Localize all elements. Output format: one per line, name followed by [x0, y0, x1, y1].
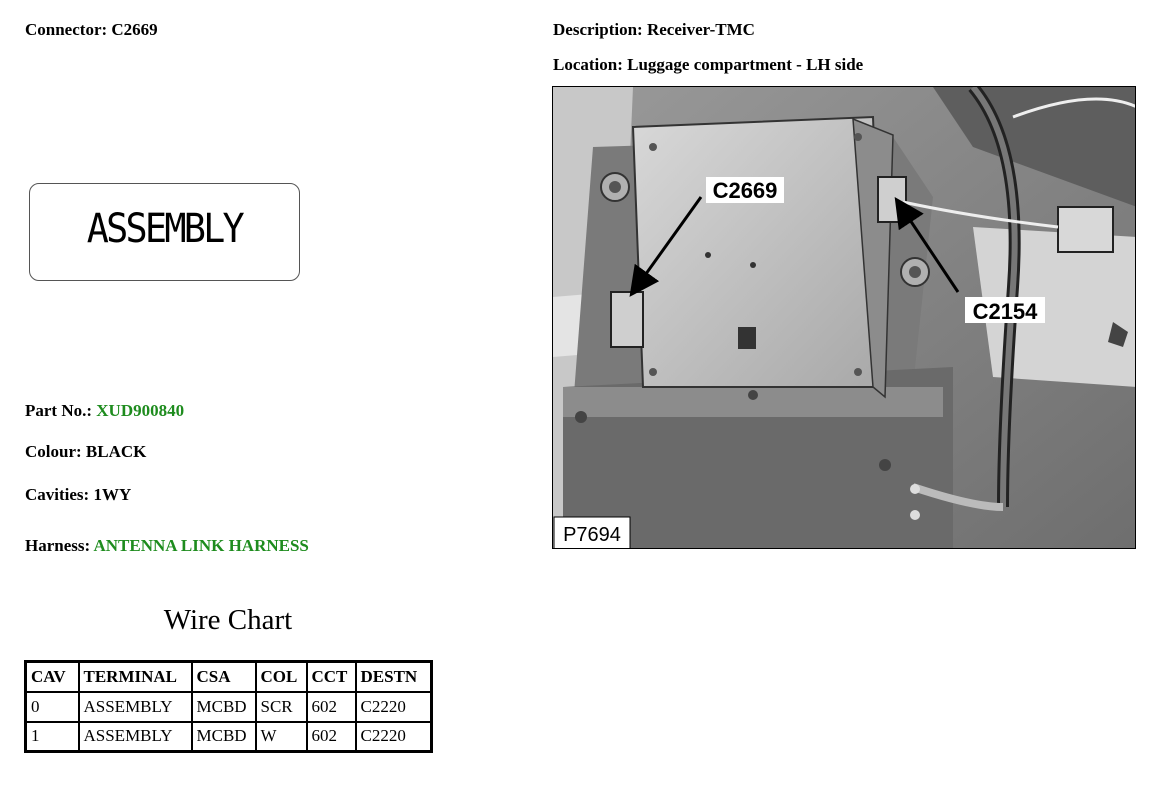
part-number-label: Part No.: [25, 401, 93, 420]
colour-label: Colour: [25, 442, 82, 461]
cavities-label: Cavities: [25, 485, 90, 504]
cell-terminal: ASSEMBLY [79, 692, 192, 722]
cell-col: SCR [256, 692, 307, 722]
cavities-field [25, 485, 131, 505]
harness-link[interactable]: ANTENNA LINK HARNESS [93, 536, 309, 555]
connector-field [25, 20, 158, 40]
cell-cct: 602 [307, 722, 356, 752]
wire-chart-table [24, 660, 433, 753]
cell-cav: 1 [26, 722, 79, 752]
connector-label: Connector: [25, 20, 108, 39]
cell-destn: C2220 [356, 722, 432, 752]
header-csa: CSA [192, 662, 256, 692]
header-terminal: TERMINAL [79, 662, 192, 692]
header-destn: DESTN [356, 662, 432, 692]
description-field [553, 20, 755, 40]
description-value: Receiver-TMC [646, 20, 755, 39]
cell-cav: 0 [26, 692, 79, 722]
harness-field [25, 536, 309, 556]
location-illustration [553, 87, 1136, 549]
figure-id-label: P7694 [563, 524, 621, 546]
location-photo [552, 86, 1136, 549]
header-col: COL [256, 662, 307, 692]
cell-destn: C2220 [356, 692, 432, 722]
cell-terminal: ASSEMBLY [79, 722, 192, 752]
connector-value: C2669 [111, 20, 158, 39]
harness-label: Harness: [25, 536, 91, 555]
colour-field [25, 442, 146, 462]
callout-c2154: C2154 [972, 299, 1038, 324]
assembly-placeholder-box [29, 183, 300, 281]
header-cav: CAV [26, 662, 79, 692]
part-number-link[interactable]: XUD900840 [96, 401, 185, 420]
description-label: Description: [553, 20, 643, 39]
location-label: Location: [553, 55, 623, 74]
part-number-field [25, 401, 184, 421]
colour-value: BLACK [85, 442, 147, 461]
cell-col: W [256, 722, 307, 752]
cell-cct: 602 [307, 692, 356, 722]
callout-c2669: C2669 [712, 178, 778, 203]
wire-chart-title: Wire Chart [163, 604, 293, 636]
location-value: Luggage compartment - LH side [627, 55, 864, 74]
table-row [26, 692, 432, 722]
cell-csa: MCBD [192, 692, 256, 722]
cell-csa: MCBD [192, 722, 256, 752]
table-header-row [26, 662, 432, 692]
header-cct: CCT [307, 662, 356, 692]
assembly-label: ASSEMBLY [86, 206, 243, 252]
table-row [26, 722, 432, 752]
cavities-value: 1WY [93, 485, 132, 504]
location-field [553, 55, 863, 75]
